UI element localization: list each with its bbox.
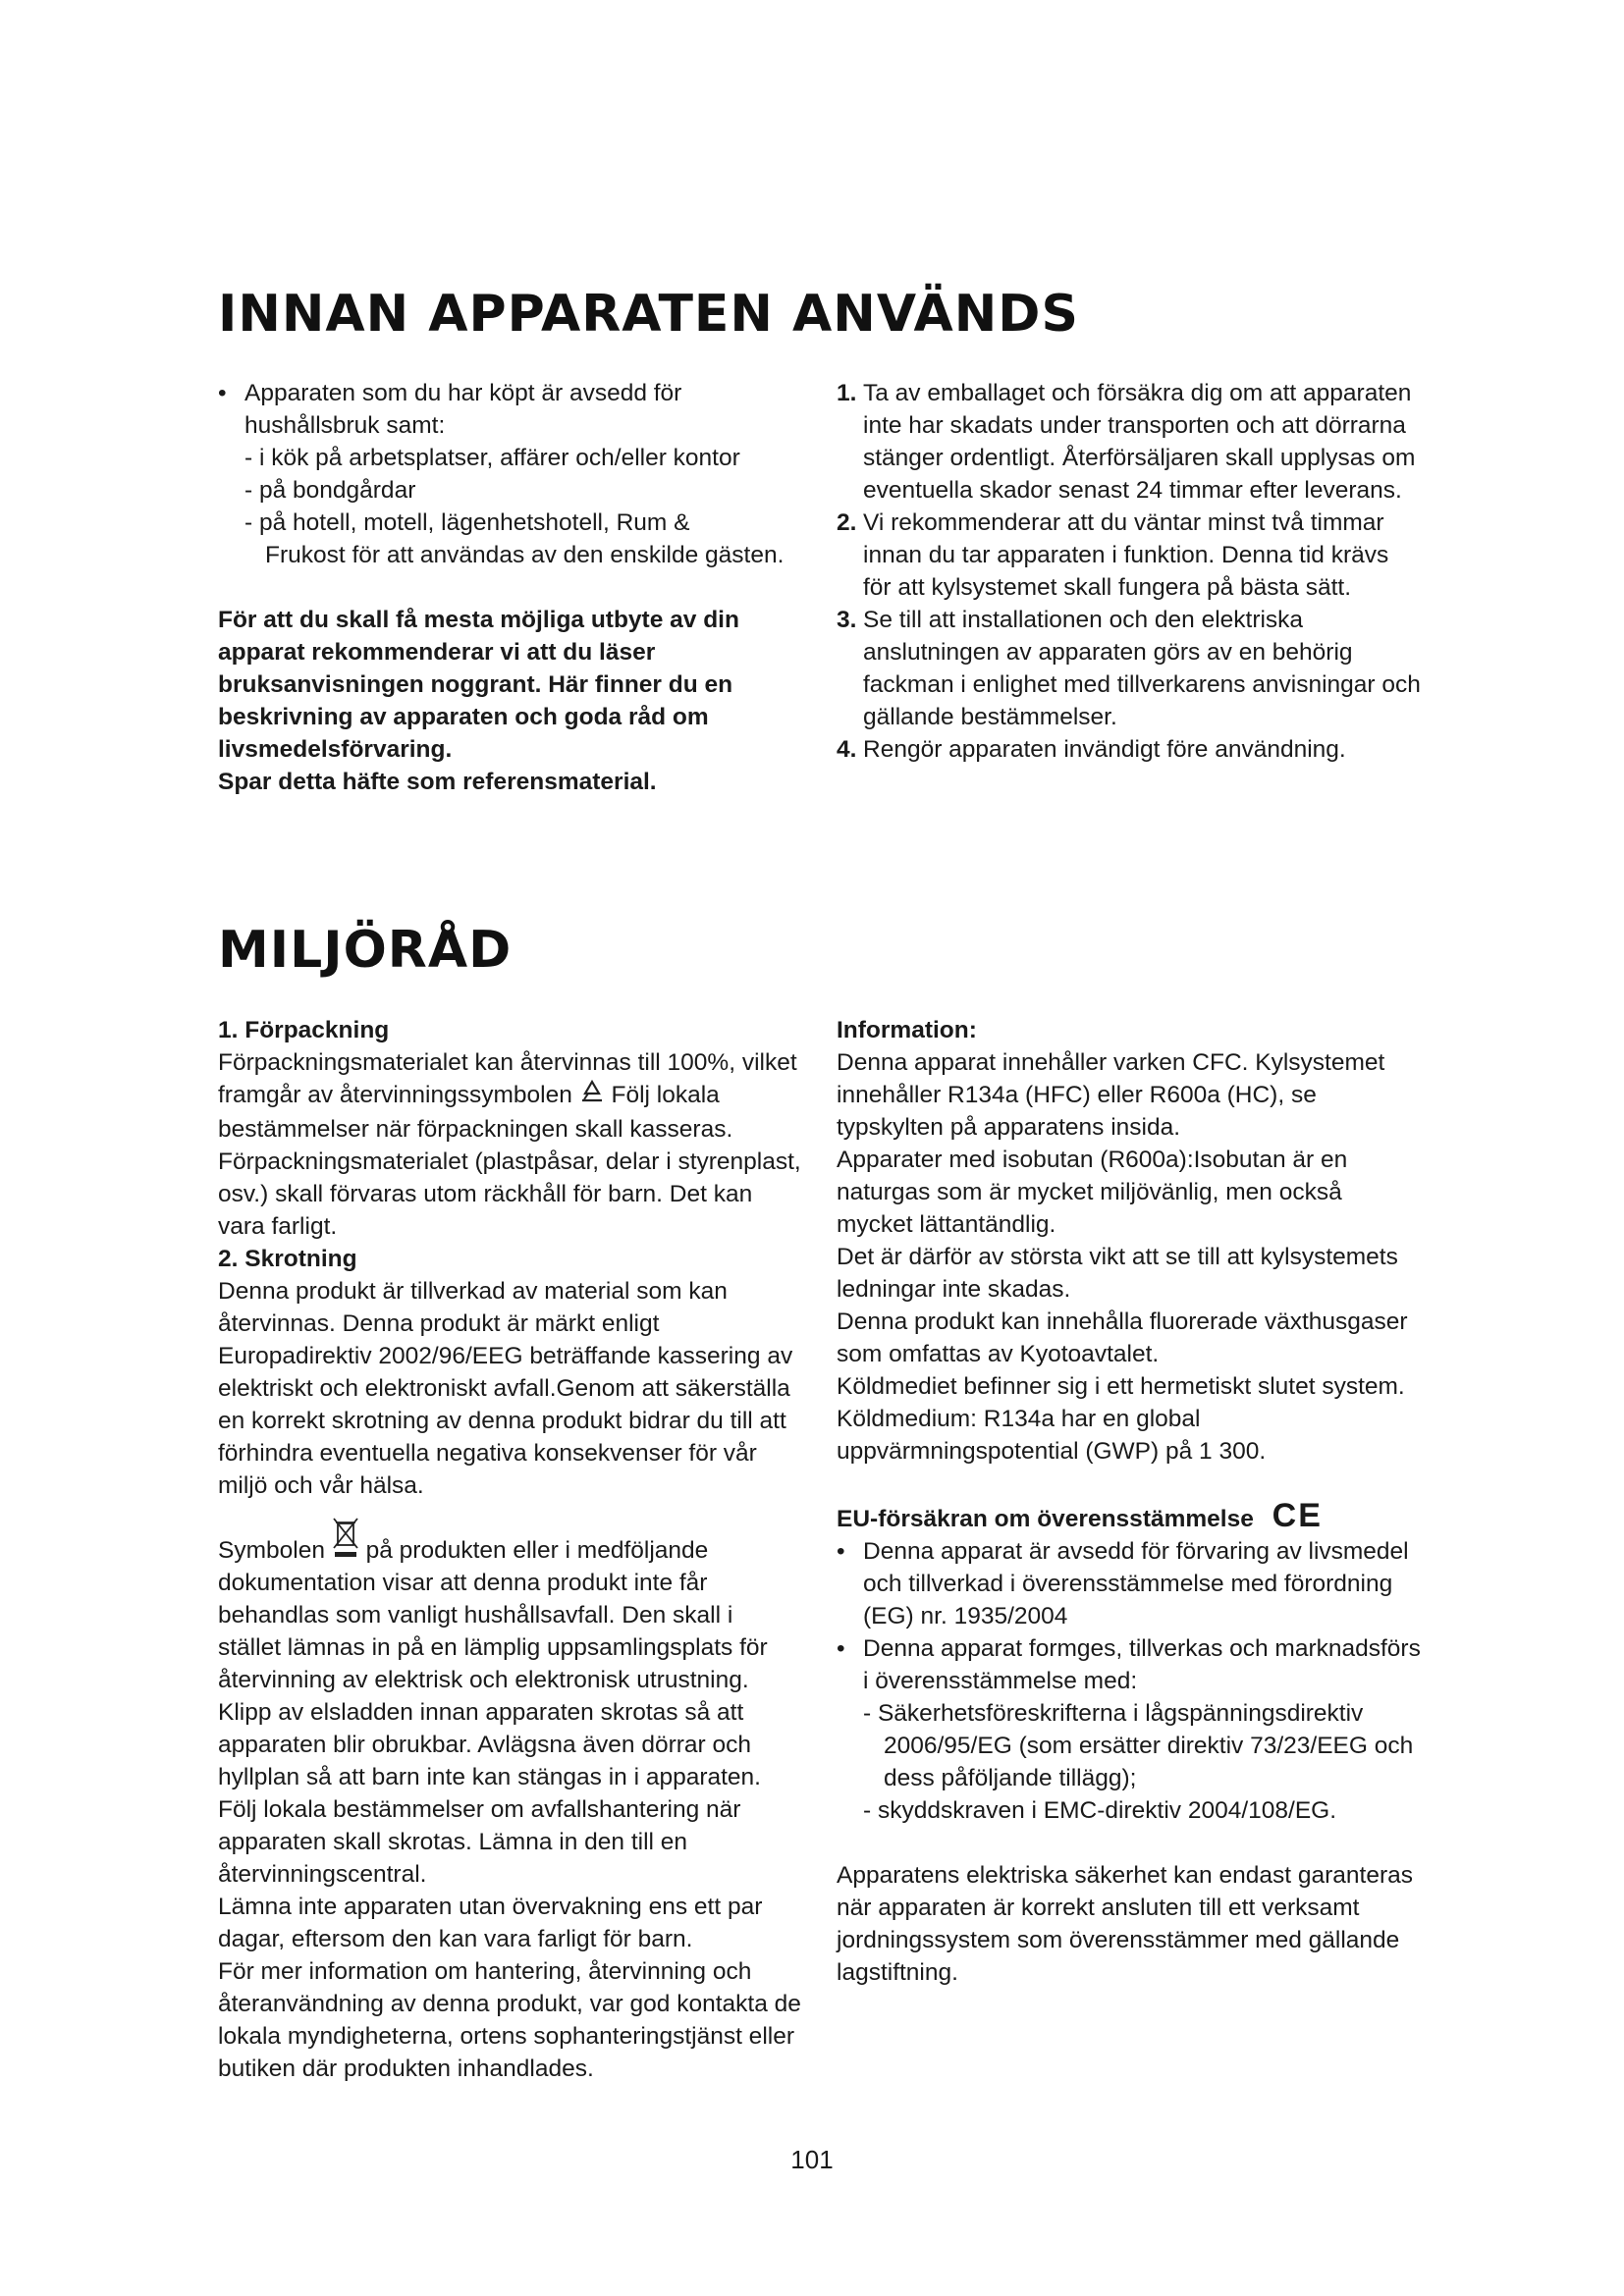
step-item <box>837 604 1421 733</box>
info-paragraph: Det är därför av största vikt att se till att kylsystemets ledningar inte skadas. <box>837 1244 1398 1303</box>
unattended-paragraph: Lämna inte apparaten utan övervakning ens ett par dagar, eftersom den kan vara farligt för barn. <box>218 1894 763 1953</box>
scrapping-heading: 2. Skrotning <box>218 1246 357 1273</box>
step-number: 4. <box>837 736 857 763</box>
weee-text-b: produkten eller i medföljande dokumentation visar att denna produkt inte får behandlas som vanligt hushållsavfall. Den skall i stället lämnas in på en lämplig uppsamlingsplats för återvinning av elektrisk och elektronisk utrustning. <box>218 1537 768 1694</box>
step-number: 3. <box>837 607 857 633</box>
ce-mark-icon: CE <box>1272 1497 1323 1534</box>
page-number: 101 <box>790 2145 834 2174</box>
save-booklet-note: Spar detta häfte som referensmaterial. <box>218 769 657 795</box>
read-manual-paragraph: För att du skall få mesta möjliga utbyte av din apparat rekommenderar vi att du läser bruksanvisningen noggrant. Här finner du en beskrivning av apparaten och goda råd om livsmedelsförvaring. <box>218 607 739 763</box>
weee-text-on: på <box>365 1537 393 1565</box>
weee-text-a: Symbolen <box>218 1537 325 1565</box>
bullet-dot: • <box>837 1635 845 1662</box>
electrical-safety-paragraph: Apparatens elektriska säkerhet kan endast garanteras när apparaten är korrekt ansluten till ett verksamt jordningssystem som överensstämmer med gällande lagstiftning. <box>837 1862 1413 1986</box>
eu-heading-text: EU-försäkran om överensstämmelse <box>837 1506 1254 1532</box>
use-item: - i kök på arbetsplatser, affärer och/eller kontor <box>244 445 740 471</box>
use-item: - på hotell, motell, lägenhetshotell, Rum & <box>244 509 690 536</box>
intended-use-text: Apparaten som du har köpt är avsedd för hushållsbruk samt: <box>244 380 682 439</box>
before-use-steps <box>837 377 1421 766</box>
packaging-text-b: Följ lokala bestämmelser när förpackningen skall kasseras. Förpackningsmaterialet (plastpåsar, delar i styrenplast, osv.) skall förvaras utom räckhåll för barn. Det kan vara farligt. <box>218 1082 801 1241</box>
intended-use-bullet <box>218 377 807 442</box>
step-item <box>837 377 1421 507</box>
step-text: Vi rekommenderar att du väntar minst två timmar innan du tar apparaten i funktion. Denna tid krävs för att kylsystemet skall fungera på bästa sätt. <box>863 509 1389 601</box>
eu-declaration-heading <box>837 1497 1421 1535</box>
section-title-before-use: INNAN APPARATEN ANVÄNDS <box>218 285 1079 344</box>
cut-cable-paragraph: Klipp av elsladden innan apparaten skrotas så att apparaten blir obrukbar. Avlägsna även dörrar och hyllplan så att barn inte kan stängas in i apparaten. <box>218 1699 761 1791</box>
use-item: Frukost för att användas av den enskilde gästen. <box>265 542 785 568</box>
info-paragraph: Köldmedium: R134a har en global uppvärmningspotential (GWP) på 1 300. <box>837 1406 1267 1465</box>
environment-left-column <box>218 1014 802 2085</box>
packaging-paragraph <box>218 1046 802 1243</box>
packaging-heading: 1. Förpackning <box>218 1017 390 1043</box>
eu-bullet-text: Denna apparat är avsedd för förvaring av livsmedel och tillverkad i överensstämmelse med förordning (EG) nr. 1935/2004 <box>863 1538 1409 1629</box>
local-rules-paragraph: Följ lokala bestämmelser om avfallshantering när apparaten skall skrotas. Lämna in den till en återvinningscentral. <box>218 1796 741 1889</box>
info-paragraph: Denna apparat innehåller varken CFC. Kylsystemet innehåller R134a (HFC) eller R600a (HC), se typskylten på apparatens insida. <box>837 1049 1385 1141</box>
bullet-dot: • <box>218 380 227 406</box>
eu-bullet-text: Denna apparat formges, tillverkas och marknadsförs i överensstämmelse med: <box>863 1635 1421 1694</box>
info-paragraph: Apparater med isobutan (R600a):Isobutan är en naturgas som är mycket miljövänlig, men också mycket lättantändlig. <box>837 1147 1348 1238</box>
eu-bullet <box>837 1535 1421 1632</box>
packaging-text-a: Förpackningsmaterialet kan återvinnas till 100%, vilket framgår av återvinningssymbolen <box>218 1049 797 1108</box>
scrapping-paragraph: Denna produkt är tillverkad av material som kan återvinnas. Denna produkt är märkt enligt Europadirektiv 2002/96/EEG beträffande kassering av elektriskt och elektroniskt avfall.Genom att säkerställa en korrekt skrotning av denna produkt bidrar du till att förhindra eventuella negativa konsekvenser för vår miljö och vår hälsa. <box>218 1278 793 1500</box>
info-paragraph: Denna produkt kan innehålla fluorerade växthusgaser som omfattas av Kyotoavtalet. <box>837 1308 1408 1367</box>
more-info-paragraph: För mer information om hantering, återvinning och återanvändning av denna produkt, var god kontakta de lokala myndigheterna, ortens sophanteringstjänst eller butiken där produkten inhandlades. <box>218 1958 801 2083</box>
step-text: Se till att installationen och den elektriska anslutningen av apparaten görs av en behörig fackman i enlighet med tillverkarens anvisningar och gällande bestämmelser. <box>863 607 1421 730</box>
step-text: Ta av emballaget och försäkra dig om att apparaten inte har skadats under transporten och att dörrarna stänger ordentligt. Återförsäljaren skall upplysas om eventuella skador senast 24 timmar efter leverans. <box>863 380 1416 504</box>
step-number: 2. <box>837 509 857 536</box>
bullet-dot: • <box>837 1538 845 1565</box>
info-paragraph: Köldmediet befinner sig i ett hermetiskt slutet system. <box>837 1373 1405 1400</box>
eu-bullet <box>837 1632 1421 1697</box>
weee-paragraph <box>218 1534 802 1696</box>
information-heading: Information: <box>837 1017 977 1043</box>
environment-right-column <box>837 1014 1421 1989</box>
step-number: 1. <box>837 380 857 406</box>
eu-sub-item: - skyddskraven i EMC-direktiv 2004/108/EG. <box>863 1797 1337 1824</box>
crossed-bin-icon <box>332 1537 359 1567</box>
section-title-environment: MILJÖRÅD <box>218 921 513 980</box>
step-text: Rengör apparaten invändigt före användning. <box>863 736 1346 763</box>
before-use-left-column <box>218 377 807 798</box>
eu-sub-item: - Säkerhetsföreskrifterna i lågspänningsdirektiv 2006/95/EG (som ersätter direktiv 73/23/EEG och dess påföljande tillägg); <box>863 1700 1414 1791</box>
step-item <box>837 733 1421 766</box>
use-item: - på bondgårdar <box>244 477 416 504</box>
step-item <box>837 507 1421 604</box>
recycle-icon <box>579 1079 605 1113</box>
